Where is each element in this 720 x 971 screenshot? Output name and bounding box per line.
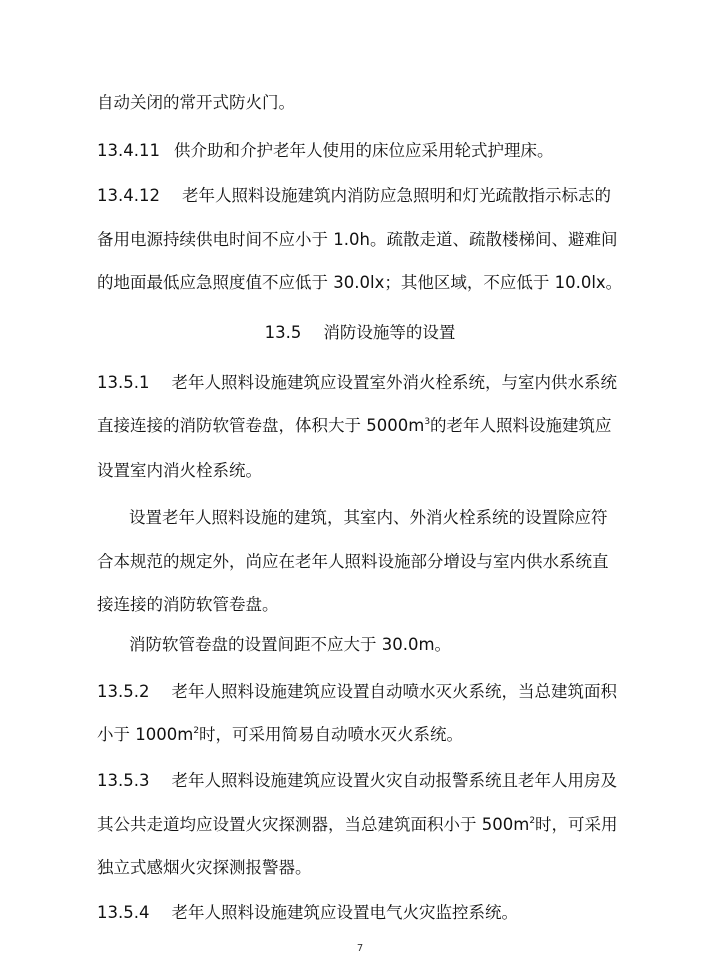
clause-13-5-2 — [97, 681, 657, 703]
line-text: 接连接的消防软管卷盘。 — [97, 595, 279, 614]
superscript: 2 — [529, 816, 536, 826]
section-heading — [0, 322, 720, 344]
line-text: 自动关闭的常开式防火门。 — [97, 93, 295, 112]
clause-number: 13.4.11 — [97, 141, 160, 160]
clause-13-5-4 — [97, 902, 657, 924]
text-line — [97, 594, 657, 616]
paragraph-line — [129, 507, 689, 529]
line-text: 合本规范的规定外，尚应在老年人照料设施部分增设与室内供水系统直 — [97, 552, 609, 571]
clause-13-5-1 — [97, 372, 657, 394]
line-text: 的老年人照料设施建筑应 — [430, 416, 612, 435]
text-line — [97, 460, 657, 482]
line-text: 小于 1000m — [97, 725, 194, 744]
clause-text: 供介助和介护老年人使用的床位应采用轮式护理床。 — [173, 141, 554, 160]
clause-13-4-11 — [97, 140, 657, 162]
clause-text: 老年人照料设施建筑应设置室外消火栓系统，与室内供水系统 — [171, 373, 617, 392]
text-line — [97, 724, 657, 746]
line-text: 其公共走道均应设置火灾探测器，当总建筑面积小于 500m — [97, 815, 530, 834]
clause-number: 13.5.3 — [97, 771, 150, 790]
superscript: 3 — [424, 417, 431, 427]
text-line — [97, 551, 657, 573]
text-line — [97, 415, 657, 437]
clause-text: 老年人照料设施建筑应设置火灾自动报警系统且老年人用房及 — [171, 771, 617, 790]
section-number: 13.5 — [264, 323, 302, 342]
line-text: 消防软管卷盘的设置间距不应大于 30.0m。 — [129, 635, 452, 654]
line-text: 时，可采用 — [535, 815, 618, 834]
page-number: 7 — [356, 943, 364, 954]
text-line — [97, 857, 657, 879]
text-line — [97, 272, 657, 294]
section-title: 消防设施等的设置 — [323, 323, 456, 342]
clause-number: 13.5.1 — [97, 373, 150, 392]
line-text: 直接连接的消防软管卷盘，体积大于 5000m — [97, 416, 425, 435]
text-line — [97, 92, 657, 114]
paragraph-line — [129, 634, 689, 656]
text-line — [97, 814, 657, 836]
clause-13-5-3 — [97, 770, 657, 792]
text-line — [97, 229, 657, 251]
superscript: 2 — [193, 726, 200, 736]
clause-number: 13.5.4 — [97, 903, 150, 922]
clause-13-4-12 — [97, 185, 657, 207]
line-text: 备用电源持续供电时间不应小于 1.0h。疏散走道、疏散楼梯间、避难间 — [97, 230, 618, 249]
line-text: 的地面最低应急照度值不应低于 30.0lx；其他区域，不应低于 10.0lx。 — [97, 273, 623, 292]
clause-number: 13.5.2 — [97, 682, 150, 701]
clause-text: 老年人照料设施建筑应设置自动喷水灭火系统，当总建筑面积 — [171, 682, 617, 701]
line-text: 时，可采用简易自动喷水灭火系统。 — [199, 725, 464, 744]
line-text: 设置室内消火栓系统。 — [97, 461, 262, 480]
line-text: 独立式感烟火灾探测报警器。 — [97, 858, 312, 877]
clause-text: 老年人照料设施建筑应设置电气火灾监控系统。 — [171, 903, 518, 922]
clause-number: 13.4.12 — [97, 186, 160, 205]
line-text: 设置老年人照料设施的建筑，其室内、外消火栓系统的设置除应符 — [129, 508, 608, 527]
clause-text: 老年人照料设施建筑内消防应急照明和灯光疏散指示标志的 — [181, 186, 611, 205]
